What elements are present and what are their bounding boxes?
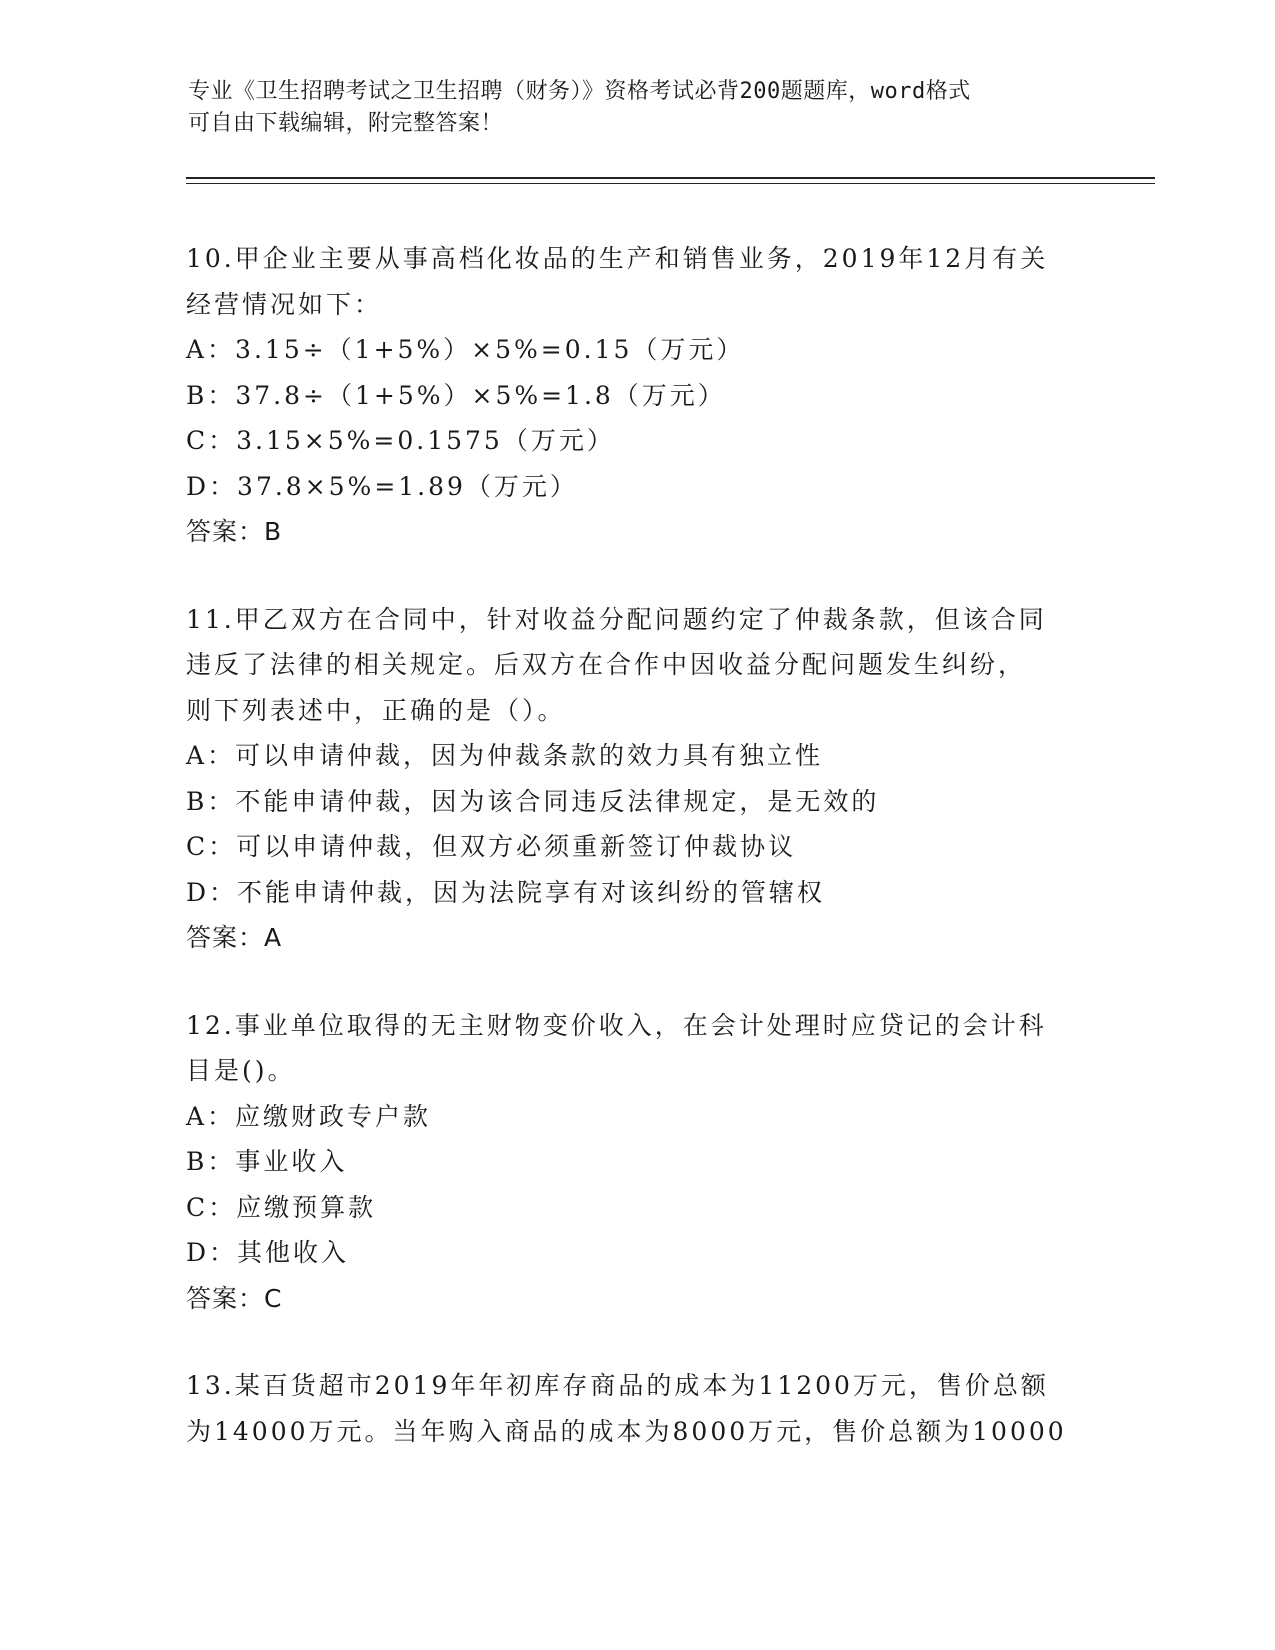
question-text-line: 经营情况如下：	[186, 289, 383, 319]
question-text-line: 12.事业单位取得的无主财物变价收入，在会计处理时应贷记的会计科	[186, 1010, 1047, 1040]
question-text-line: 10.甲企业主要从事高档化妆品的生产和销售业务，2019年12月有关	[186, 244, 1049, 273]
question-12	[186, 1003, 1086, 1322]
question-text-line: 目是()。	[186, 1056, 296, 1085]
question-text-line: 违反了法律的相关规定。后双方在合作中因收益分配问题发生纠纷，	[186, 650, 1027, 679]
option-c: C：应缴预算款	[186, 1192, 377, 1222]
answer-line: 答案：A	[186, 923, 283, 952]
question-text-line: 11.甲乙双方在合同中，针对收益分配问题约定了仲裁条款，但该合同	[186, 604, 1047, 634]
header-title-line-2: 可自由下载编辑，附完整答案！	[188, 111, 504, 136]
option-d: D：不能申请仲裁，因为法院享有对该纠纷的管辖权	[186, 877, 826, 907]
option-a: A：可以申请仲裁，因为仲裁条款的效力具有独立性	[186, 741, 824, 770]
option-c: C：可以申请仲裁，但双方必须重新签订仲裁协议	[186, 832, 797, 861]
question-10	[186, 236, 1086, 555]
option-a: A：应缴财政专户款	[186, 1101, 432, 1131]
question-list	[186, 236, 1086, 1496]
header-divider-thick	[186, 177, 1155, 179]
question-11	[186, 597, 1086, 961]
question-text-line: 13.某百货超市2019年年初库存商品的成本为11200万元，售价总额	[186, 1371, 1049, 1400]
option-b: B：事业收入	[186, 1147, 348, 1176]
header-title-line-1: 专业《卫生招聘考试之卫生招聘（财务）》资格考试必背200题题库，word格式	[188, 79, 971, 104]
option-a: A：3.15÷（1+5%）×5%=0.15（万元）	[186, 335, 745, 364]
question-13	[186, 1363, 1086, 1454]
option-d: D：其他收入	[186, 1238, 350, 1267]
option-d: D：37.8×5%=1.89（万元）	[186, 471, 578, 501]
answer-line: 答案：C	[186, 1283, 283, 1313]
document-header	[188, 76, 1068, 140]
question-text-line: 为14000万元。当年购入商品的成本为8000万元，售价总额为10000	[186, 1416, 1067, 1446]
answer-line: 答案：B	[186, 517, 283, 546]
question-text-line: 则下列表述中，正确的是（）。	[186, 695, 566, 725]
option-b: B：37.8÷（1+5%）×5%=1.8（万元）	[186, 380, 726, 410]
header-divider-thin	[186, 183, 1155, 184]
option-b: B：不能申请仲裁，因为该合同违反法律规定，是无效的	[186, 786, 880, 816]
option-c: C：3.15×5%=0.1575（万元）	[186, 426, 615, 455]
